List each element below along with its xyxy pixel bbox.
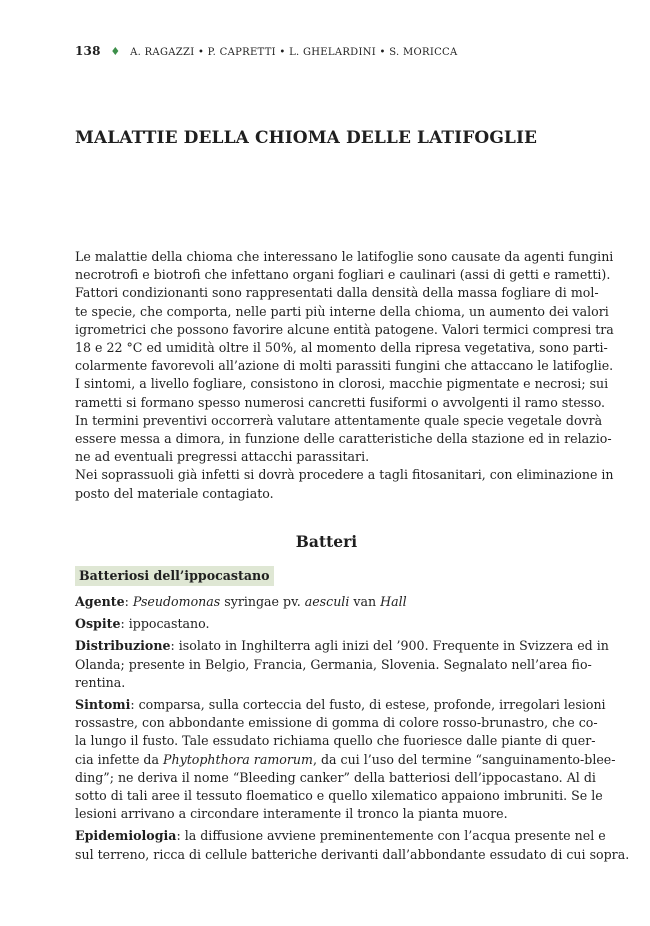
- entry-line: [75, 696, 606, 714]
- intro-line: essere messa a dimora, in funzione delle caratteristiche della stazione ed in relazio-: [75, 431, 612, 447]
- intro-line: rametti si formano spesso numerosi cancretti fusiformi o avvolgenti il ramo stesso.: [75, 394, 606, 410]
- intro-line: posto del materiale contagiato.: [75, 485, 274, 501]
- entry-line: [75, 593, 578, 611]
- entry-line: sotto di tali aree il tessuto floematico e quello xilematico appaiono imbruniti. Se le: [75, 788, 603, 804]
- entry-label: Epidemiologia: [75, 828, 177, 844]
- agent-author: Hall: [380, 594, 407, 609]
- entry-text: : comparsa, sulla corteccia del fusto, di estese, profonde, irregolari lesioni: [130, 697, 606, 713]
- intro-line: Le malattie della chioma che interessano le latifoglie sono causate da agenti fungini: [75, 249, 614, 264]
- entry-text: cia infette da: [75, 751, 163, 767]
- entry-agente: [75, 593, 578, 611]
- intro-paragraph: [75, 248, 614, 503]
- entry-text: : ippocastano.: [120, 616, 210, 632]
- entry-label: Ospite: [75, 616, 121, 632]
- intro-line: I sintomi, a livello fogliare, consistono in clorosi, macchie pigmentate e necrosi; sui: [75, 376, 609, 392]
- entry-distribuzione: [75, 637, 609, 692]
- intro-line: 18 e 22 °C ed umidità oltre il 50%, al momento della ripresa vegetativa, sono parti-: [75, 340, 608, 356]
- entry-label: Distribuzione: [75, 638, 171, 654]
- chapter-title: MALATTIE DELLA CHIOMA DELLE LATIFOGLIE: [75, 128, 538, 148]
- intro-line: necrotrofi e biotrofi che infettano organi fogliari e caulinari (assi di getti e rametti).: [75, 267, 611, 283]
- disease-title: Batteriosi dell’ippocastano: [75, 566, 274, 586]
- entry-line: [75, 615, 578, 633]
- entry-sintomi: [75, 696, 616, 823]
- entry-line: rentina.: [75, 674, 126, 690]
- disease-entries: [75, 593, 630, 868]
- agent-species: syringae pv.: [220, 594, 305, 609]
- entry-line: Olanda; presente in Belgio, Francia, Germania, Slovenia. Segnalato nell’area fio-: [75, 656, 592, 672]
- agent-pathovar: aesculi: [304, 594, 350, 609]
- intro-line: ne ad eventuali pregressi attacchi parassitari.: [75, 449, 370, 465]
- entry-label: Sintomi: [75, 697, 131, 713]
- entry-line: [75, 637, 609, 655]
- agent-author-pre: van: [349, 594, 381, 609]
- intro-line: te specie, che comporta, nelle parti più interne della chioma, un aumento dei valori: [75, 303, 609, 319]
- entry-text: , da cui l’uso del termine “sanguinamento-blee-: [312, 751, 616, 767]
- section-title: Batteri: [295, 532, 358, 551]
- entry-ospite: [75, 615, 578, 633]
- entry-label: Agente: [75, 594, 125, 609]
- intro-line: Fattori condizionanti sono rappresentati dalla densità della massa fogliare di mol-: [75, 285, 599, 301]
- entry-line: [75, 827, 606, 845]
- agent-genus: Pseudomonas: [132, 594, 221, 609]
- entry-line: rossastre, con abbondante emissione di gomma di colore rosso-brunastro, che co-: [75, 715, 598, 731]
- diamond-separator-icon: ♦: [110, 45, 121, 58]
- running-head: [75, 44, 578, 58]
- entry-line: la lungo il fusto. Tale essudato richiama quello che fuoriesce dalle piante di quer-: [75, 733, 596, 749]
- entry-epidemiologia: [75, 827, 630, 863]
- intro-line: In termini preventivi occorrerà valutare attentamente quale specie vegetale dovrà: [75, 412, 603, 428]
- running-head-authors: A. RAGAZZI • P. CAPRETTI • L. GHELARDINI • S. MORICCA: [130, 47, 458, 58]
- intro-line: colarmente favorevoli all’azione di molti parassiti fungini che attaccano le latifoglie.: [75, 358, 614, 374]
- entry-sep: :: [124, 594, 133, 609]
- entry-line: [75, 751, 616, 769]
- entry-text: : isolato in Inghilterra agli inizi del ’900. Frequente in Svizzera ed in: [170, 638, 609, 654]
- intro-line: igrometrici che possono favorire alcune entità patogene. Valori termici compresi tra: [75, 321, 614, 337]
- entry-text: : la diffusione avviene preminentemente con l’acqua presente nel e: [176, 828, 606, 844]
- entry-line: ding”; ne deriva il nome “Bleeding canker” della batteriosi dell’ippocastano. Al di: [75, 769, 596, 785]
- intro-line: Nei soprassuoli già infetti si dovrà procedere a tagli fitosanitari, con eliminazione in: [75, 467, 614, 483]
- entry-line: sul terreno, ricca di cellule batteriche derivanti dall’abbondante essudato di cui sopra.: [75, 846, 630, 862]
- entry-line: lesioni arrivano a circondare interamente il tronco la pianta muore.: [75, 806, 508, 822]
- page-number: 138: [75, 44, 101, 58]
- pathogen-name: Phytophthora ramorum: [163, 751, 313, 767]
